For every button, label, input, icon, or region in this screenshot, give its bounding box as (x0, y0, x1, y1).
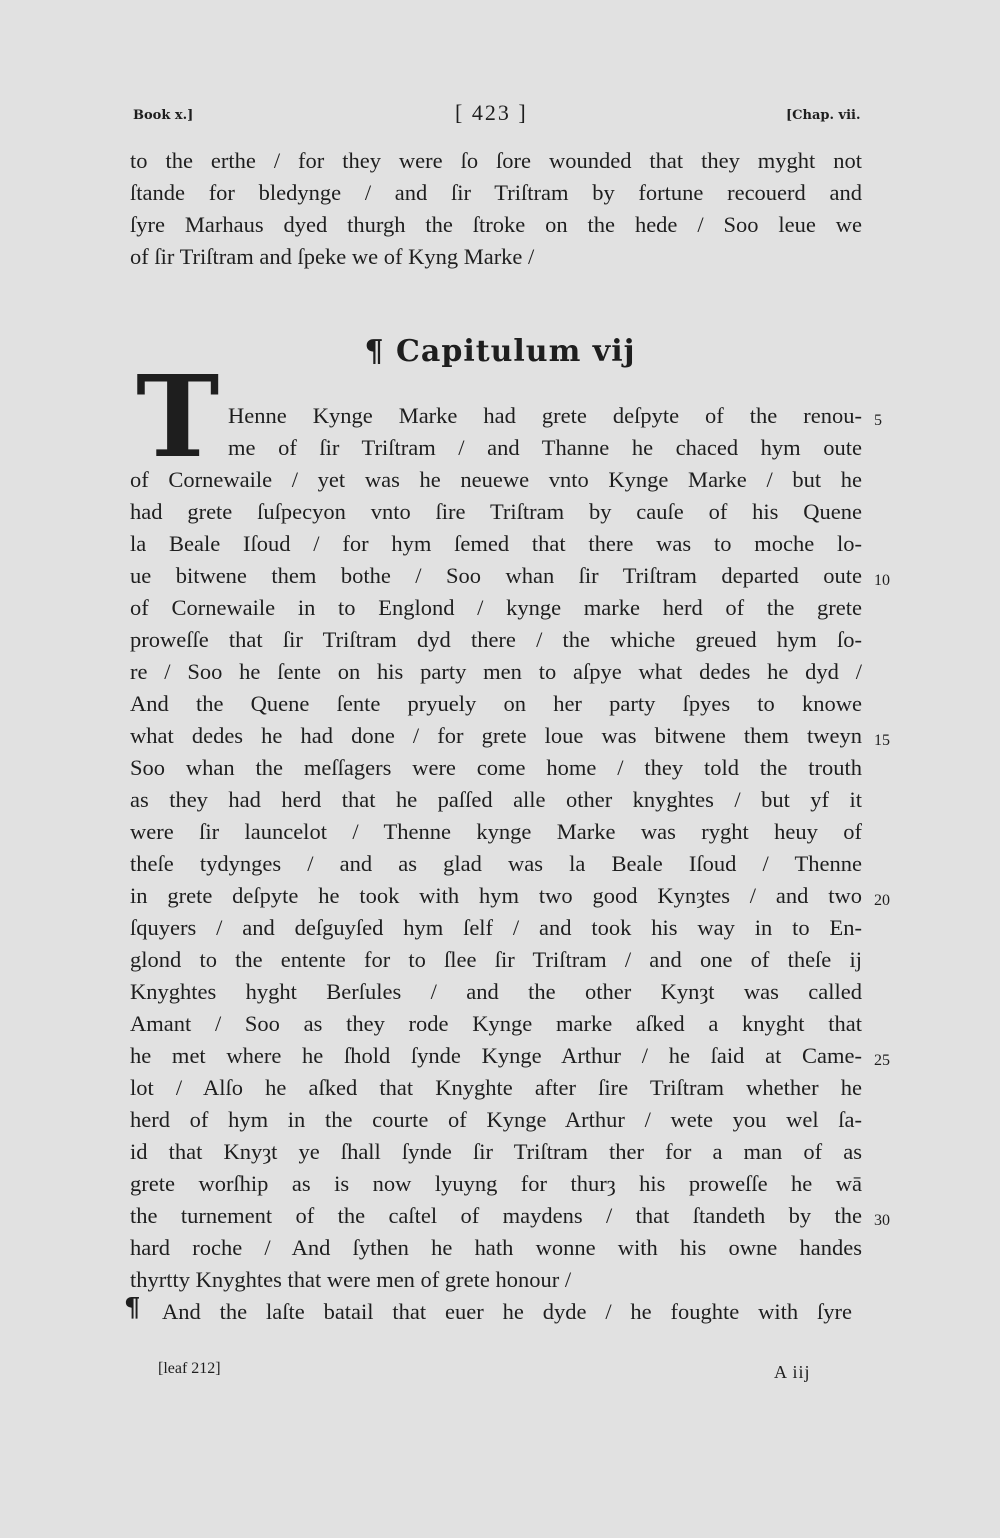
text-line: ſquyers / and deſguyſed hym ſelf / and took his way in to En- (130, 915, 862, 940)
drop-cap: T (136, 352, 220, 483)
page-number: [ 423 ] (455, 100, 528, 125)
pilcrow-icon: ¶ (124, 1293, 141, 1323)
text-line: were ſir launcelot / Thenne kynge Marke was ryght heuy of (130, 819, 862, 844)
text-line: of ſir Triſtram and ſpeke we of Kyng Marke / (130, 244, 535, 269)
line-number: 15 (874, 732, 890, 749)
text-line: re / Soo he ſente on his party men to aſpye what dedes he dyd / (130, 659, 862, 684)
text-line: of Cornewaile in to Englond / kynge marke herd of the grete (130, 595, 862, 620)
text-line: proweſſe that ſir Triſtram dyd there / the whiche greued hym ſo- (130, 627, 862, 652)
text-line: lot / Alſo he aſked that Knyghte after ſire Triſtram whether he (130, 1075, 862, 1100)
text-line: the turnement of the caſtel of maydens / that ſtandeth by the (130, 1203, 862, 1228)
text-line: he met where he ſhold ſynde Kynge Arthur / he ſaid at Came- (130, 1043, 862, 1068)
text-line: hard roche / And ſythen he hath wonne with his owne handes (130, 1235, 862, 1260)
text-line: Amant / Soo as they rode Kynge marke aſked a knyght that (130, 1011, 862, 1036)
text-line: Soo whan the meſſagers were come home / they told the trouth (130, 755, 862, 780)
text-line: la Beale Iſoud / for hym ſemed that there was to moche lo- (130, 531, 862, 556)
line-number: 10 (874, 572, 890, 589)
text-line: in grete deſpyte he took with hym two good Kynȝtes / and two (130, 883, 862, 908)
text-line: id that Knyȝt ye ſhall ſynde ſir Triſtram ther for a man of as (130, 1139, 862, 1164)
text-line: ſyre Marhaus dyed thurgh the ſtroke on the hede / Soo leue we (130, 212, 862, 237)
line-number: 20 (874, 892, 890, 909)
text-line: to the erthe / for they were ſo ſore wounded that they myght not (130, 148, 862, 173)
line-number: 25 (874, 1052, 890, 1069)
chapter-title: Capitulum vij (396, 334, 636, 369)
text-line: herd of hym in the courte of Kynge Arthur / wete you wel ſa- (130, 1107, 862, 1132)
line-number: 30 (874, 1212, 890, 1229)
text-line: And the laſte batail that euer he dyde / he foughte with ſyre (162, 1299, 852, 1324)
text-line: thyrtty Knyghtes that were men of grete honour / (130, 1267, 572, 1292)
text-line: had grete ſuſpecyon vnto ſire Triſtram by cauſe of his Quene (130, 499, 862, 524)
text-line: glond to the entente for to ſlee ſir Triſtram / and one of theſe ij (130, 947, 862, 972)
text-line: as they had herd that he paſſed alle other knyghtes / but yf it (130, 787, 862, 812)
signature-mark: A iij (774, 1362, 811, 1382)
text-line: of Cornewaile / yet was he neuewe vnto Kynge Marke / but he (130, 467, 862, 492)
pilcrow-icon: ¶ (364, 334, 385, 369)
text-line: what dedes he had done / for grete loue was bitwene them tweyn (130, 723, 862, 748)
text-line: And the Quene ſente pryuely on her party ſpyes to knowe (130, 691, 862, 716)
text-line: theſe tydynges / and as glad was la Beale Iſoud / Thenne (130, 851, 862, 876)
text-line: Henne Kynge Marke had grete deſpyte of the renou- (228, 403, 862, 428)
text-line: Knyghtes hyght Berſules / and the other Kynȝt was called (130, 979, 862, 1004)
text-line: grete worſhip as is now lyuyng for thurȝ his proweſſe he wā (130, 1171, 862, 1196)
running-head-chapter: [Chap. vii. (786, 108, 861, 123)
leaf-reference: [leaf 212] (158, 1360, 221, 1377)
running-head-book: Book x.] (133, 108, 194, 123)
text-line: me of ſir Triſtram / and Thanne he chaced hym oute (228, 435, 862, 460)
text-line: ue bitwene them bothe / Soo whan ſir Triſtram departed oute (130, 563, 862, 588)
text-line: ſtande for bledynge / and ſir Triſtram by fortune recouerd and (130, 180, 862, 205)
line-number: 5 (874, 412, 882, 429)
